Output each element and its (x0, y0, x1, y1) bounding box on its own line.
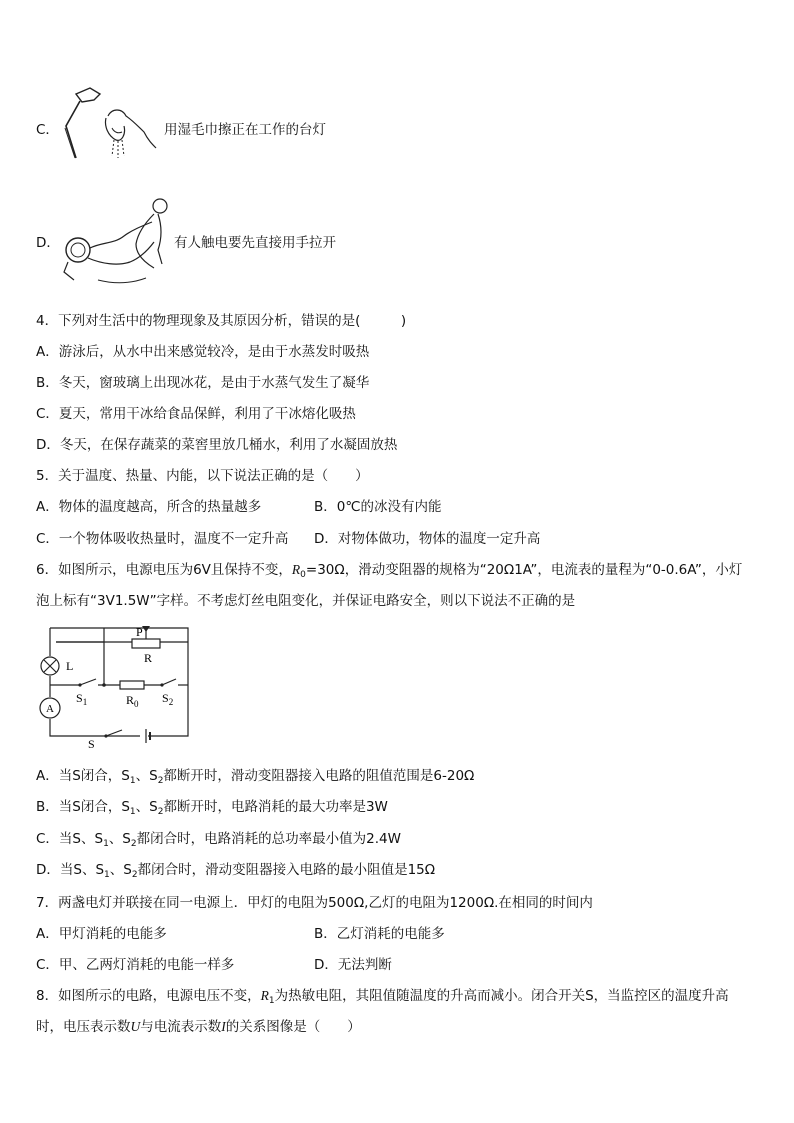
q6-option-c: C．当S、$S_1$、$S_2$都闭合时，电路消耗的总功率最小值为2.4W (36, 831, 401, 849)
q5-option-a: A．物体的温度越高，所含的热量越多 (36, 499, 262, 515)
q6-option-b: B．当S闭合，$S_1$、$S_2$都断开时，电路消耗的最大功率是3W (36, 799, 388, 817)
q7-option-c: C．甲、乙两灯消耗的电能一样多 (36, 957, 235, 973)
q3-option-c-letter: C． (36, 122, 59, 138)
q4-option-d: D．冬天，在保存蔬菜的菜窖里放几桶水，利用了水凝固放热 (36, 437, 398, 453)
q6-option-a: A．当S闭合，$S_1$、$S_2$都断开时，滑动变阻器接入电路的阻值范围是6-20Ω (36, 768, 475, 786)
q3-option-c-text: 用湿毛巾擦正在工作的台灯 (164, 122, 326, 138)
q6-circuit-diagram (36, 622, 196, 748)
q7-option-d: D．无法判断 (314, 957, 392, 973)
q4-option-b: B．冬天，窗玻璃上出现冰花，是由于水蒸气发生了凝华 (36, 375, 370, 391)
q4-option-a: A．游泳后，从水中出来感觉较冷，是由于水蒸发时吸热 (36, 344, 370, 360)
circuit-label-l: L (66, 659, 74, 673)
circuit-label-s2: $S_2$ (162, 691, 174, 707)
q4-stem: 4．下列对生活中的物理现象及其原因分析，错误的是( ) (36, 313, 407, 329)
q5-option-c: C．一个物体吸收热量时，温度不一定升高 (36, 531, 289, 547)
q7-option-b: B．乙灯消耗的电能多 (314, 926, 445, 942)
circuit-label-a: A (46, 703, 54, 715)
q5-option-d: D．对物体做功，物体的温度一定升高 (314, 531, 541, 547)
q3-option-d-letter: D． (36, 235, 60, 251)
circuit-label-s: S (88, 737, 95, 748)
q7-option-a: A．甲灯消耗的电能多 (36, 926, 167, 942)
q7-stem: 7．两盏电灯并联接在同一电源上．甲灯的电阻为500Ω,乙灯的电阻为1200Ω.在相同的时间内 (36, 895, 593, 911)
person-pulling-electrocuted-person-illustration (58, 192, 170, 294)
q3-option-d-text: 有人触电要先直接用手拉开 (174, 235, 336, 251)
q5-option-b: B．0℃的冰没有内能 (314, 499, 442, 515)
circuit-label-s1: $S_1$ (76, 691, 88, 707)
q6-stem-line1: 6．如图所示，电源电压为6V且保持不变，$R_0=30\Omega$，滑动变阻器的规格为“20Ω1A”，电流表的量程为“0-0.6A”，小灯 (36, 562, 743, 580)
q8-stem-line1: 8．如图所示的电路，电源电压不变，$R_1$为热敏电阻，其阻值随温度的升高而减小。闭合开关S，当监控区的温度升高 (36, 988, 729, 1006)
q6-option-d: D．当S、$S_1$、$S_2$都闭合时，滑动变阻器接入电路的最小阻值是15Ω (36, 862, 436, 880)
q8-stem-line2: 时，电压表示数U与电流表示数I的关系图像是（ ） (36, 1019, 361, 1035)
circuit-label-r0: $R_0$ (126, 693, 139, 709)
q4-option-c: C．夏天，常用干冰给食品保鲜，利用了干冰熔化吸热 (36, 406, 356, 422)
q5-stem: 5．关于温度、热量、内能，以下说法正确的是（ ） (36, 468, 369, 484)
circuit-label-p: P (136, 625, 143, 639)
q6-stem-line2: 泡上标有“3V1.5W”字样。不考虑灯丝电阻变化，并保证电路安全，则以下说法不正确的是 (36, 593, 576, 609)
desk-lamp-wet-towel-illustration (60, 86, 160, 160)
circuit-label-r: R (144, 651, 153, 665)
